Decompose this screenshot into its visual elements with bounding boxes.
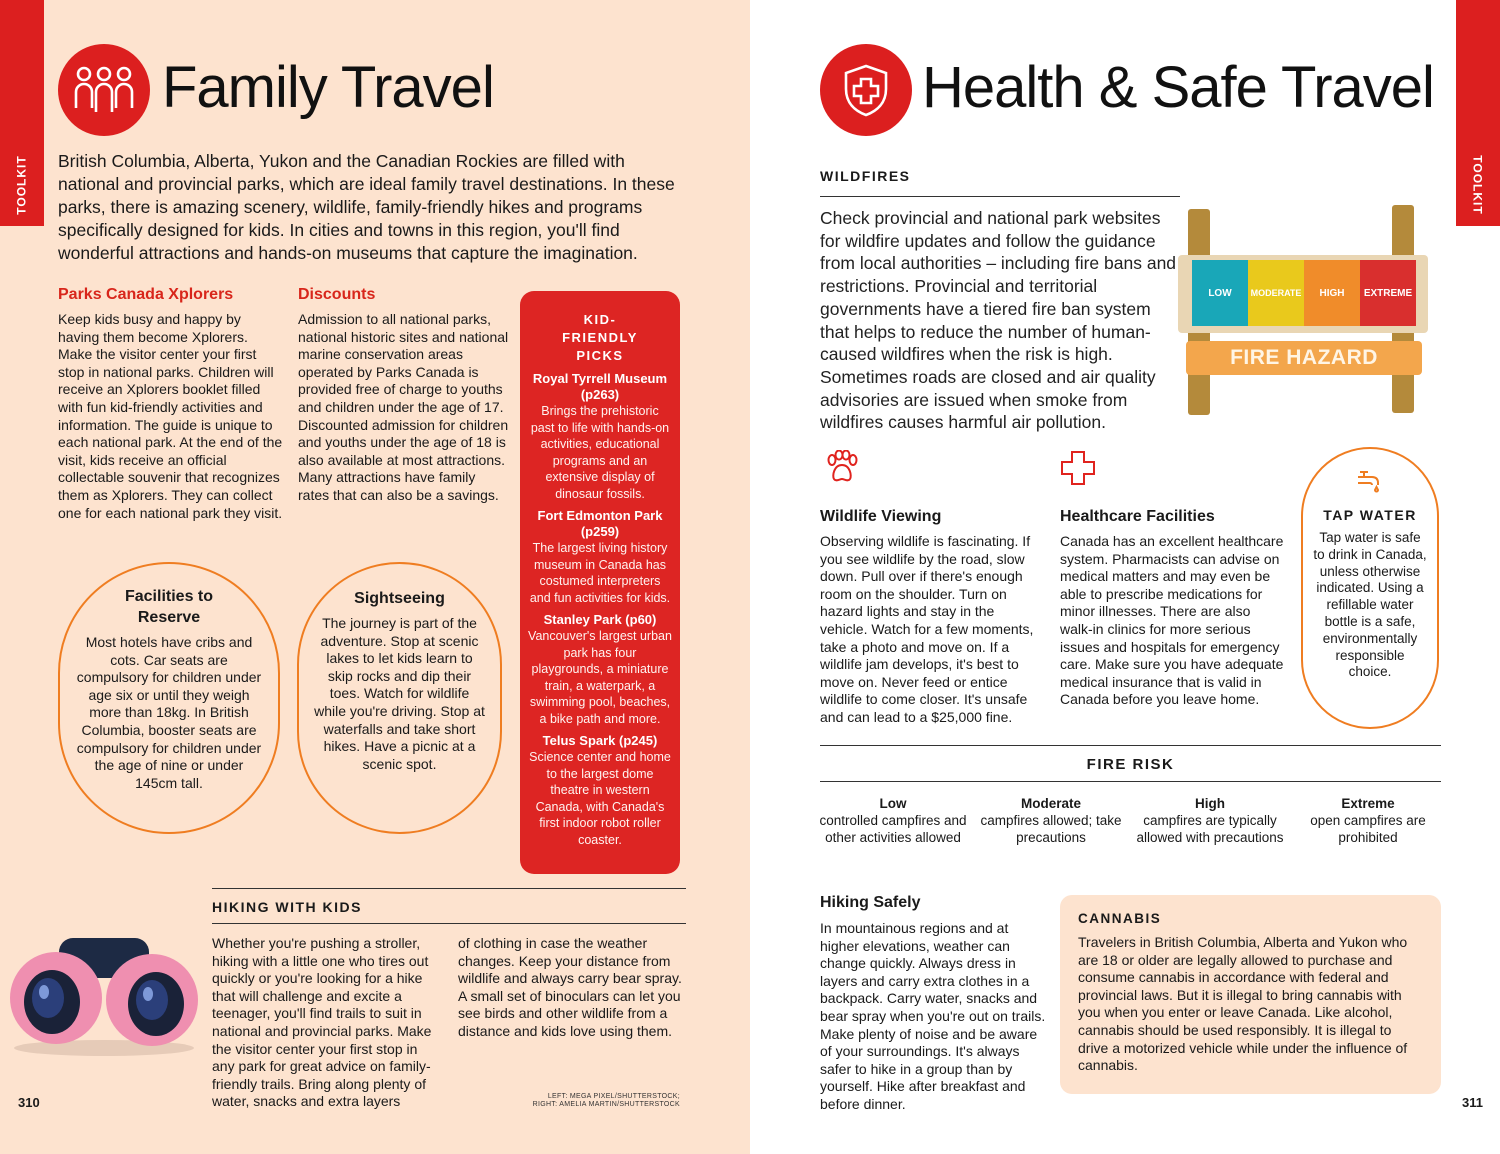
level-low: LOW bbox=[1192, 260, 1248, 326]
photo-credits bbox=[480, 1093, 680, 1109]
healthcare-heading: Healthcare Facilities bbox=[1060, 508, 1215, 525]
level-moderate: MODERATE bbox=[1248, 260, 1304, 326]
sightseeing-heading: Sightseeing bbox=[354, 590, 445, 607]
risk-level-text: controlled campfires and other activities allowed bbox=[819, 813, 967, 845]
hiking-safely-heading: Hiking Safely bbox=[820, 894, 921, 911]
pick-name: Royal Tyrrell Museum (p263) bbox=[532, 371, 668, 402]
toolkit-tab-label: TOOLKIT bbox=[1471, 155, 1486, 215]
kid-friendly-picks-box bbox=[520, 291, 680, 874]
divider bbox=[820, 196, 1180, 197]
medical-cross-icon bbox=[1060, 450, 1096, 491]
toolkit-tab bbox=[0, 0, 44, 226]
sightseeing-pill bbox=[297, 562, 502, 834]
risk-level-text: campfires are typically allowed with precautions bbox=[1136, 813, 1284, 845]
divider bbox=[212, 923, 686, 924]
fire-hazard-sign-image bbox=[1178, 205, 1454, 417]
wildlife-heading: Wildlife Viewing bbox=[820, 508, 942, 525]
risk-level-name: Moderate bbox=[1020, 796, 1081, 811]
fire-level-bar bbox=[1192, 260, 1416, 326]
hiking-safely-text: In mountainous regions and at higher elevations, weather can change quickly. Always dress in layers and carry extra clothes in a backpack. Carry water, snacks and bear spray when you're out on trails. Make plenty of noise and be aware of your surroundings. It's always safer to hike in a group than by yourself. Hike after breakfast and before dinner. bbox=[820, 920, 1046, 1112]
pick-text: Science center and home to the largest dome theatre in western Canada, with Canada's first indoor robot roller coaster. bbox=[529, 750, 671, 847]
divider bbox=[820, 745, 1441, 746]
hiking-heading: HIKING WITH KIDS bbox=[212, 899, 362, 915]
cannabis-heading: CANNABIS bbox=[1078, 911, 1162, 926]
level-extreme: EXTREME bbox=[1360, 260, 1416, 326]
wildlife-text: Observing wildlife is fascinating. If you see wildlife by the road, slow down. Pull over if there's enough room on the shoulder. Turn on hazard lights and stay in the vehicle. Watch for a few moments, take a photo and move on. If a wildlife jam develops, it's best to move on. Never feed or entice wildlife to come closer. It's unsafe and can lead to a $25,000 fine. bbox=[820, 533, 1034, 725]
facilities-pill bbox=[58, 562, 280, 834]
credit-line: RIGHT: AMELIA MARTIN/SHUTTERSTOCK bbox=[532, 1101, 680, 1108]
risk-level-text: campfires allowed; take precautions bbox=[980, 813, 1122, 845]
risk-level-name: Extreme bbox=[1341, 796, 1395, 811]
faucet-icon bbox=[1313, 465, 1427, 501]
healthcare-text: Canada has an excellent healthcare system. Pharmacists can advise on medical matters and may even be able to prescribe medications for minor illnesses. There are also walk-in clinics for more serious issues and hospitals for emergency care. Make sure you have adequate medical insurance that is valid in Canada before you leave home. bbox=[1060, 533, 1284, 708]
wildfires-heading: WILDFIRES bbox=[820, 168, 911, 184]
facilities-heading: Facilities to Reserve bbox=[124, 588, 214, 626]
pick-text: Brings the prehistoric past to life with hands-on activities, educational programs and an extensive display of dinosaur fossils. bbox=[530, 404, 670, 501]
cannabis-box bbox=[1060, 895, 1441, 1094]
risk-level-name: High bbox=[1195, 796, 1225, 811]
risk-level-name: Low bbox=[879, 796, 907, 811]
wildfires-text: Check provincial and national park websites for wildfire updates and follow the guidance from local authorities – including fire bans and restrictions. Provincial and territorial governments have a tiered fire ban system that helps to reduce the number of human-caused wildfires when the risk is high. Sometimes roads are closed and air quality advisories are issued when smoke from wildfires causes harmful air pollution. bbox=[820, 208, 1177, 433]
tap-water-pill bbox=[1301, 447, 1439, 729]
parks-xplorers-text: Keep kids busy and happy by having them become Xplorers. Make the visitor center your first stop in national parks. Children will receive an Xplorers booklet filled with fun kid-friendly activities and information. The guide is unique to each national park. At the end of the visit, kids receive an official collectable souvenir that recognizes them as Xplorers. They can collect one for each national park they visit. bbox=[58, 311, 283, 521]
divider bbox=[212, 888, 686, 889]
fire-risk-high bbox=[1135, 795, 1285, 846]
pick-text: The largest living history museum in Canada has costumed interpreters and fun activities for kids. bbox=[529, 541, 671, 605]
discounts-heading: Discounts bbox=[298, 286, 376, 303]
hiking-text-col1: Whether you're pushing a stroller, hiking with a little one who tires out quickly or you're looking for a hike that will challenge and excite a teenager, you'll find trails to suit in national and provincial parks. Make the visitor center your first stop in any park for great advice on family-friendly trails. Bring along plenty of water, snacks and extra layers bbox=[212, 935, 432, 1110]
divider bbox=[820, 781, 1441, 782]
pick-name: Fort Edmonton Park (p259) bbox=[537, 508, 663, 539]
health-cross-shield-icon bbox=[820, 44, 912, 136]
tap-water-text: Tap water is safe to drink in Canada, unless otherwise indicated. Using a refillable water bottle is a safe, environmentally responsible choice. bbox=[1313, 530, 1427, 680]
fire-risk-moderate bbox=[976, 795, 1126, 846]
right-page bbox=[750, 0, 1500, 1154]
sightseeing-text: The journey is part of the adventure. Stop at scenic lakes to let kids learn to skip rocks and dip their toes. Watch for wildlife while you're driving. Stop at waterfalls and take short hikes. Have a picnic at a scenic spot. bbox=[314, 615, 485, 772]
binoculars-image bbox=[4, 928, 204, 1058]
hiking-text-col2: of clothing in case the weather changes. Keep your distance from wildlife and always carry bear spray. A small set of binoculars can let you see birds and other wildlife from a distance and kids love using them. bbox=[458, 935, 682, 1039]
family-icon bbox=[58, 44, 150, 136]
pick-text: Vancouver's largest urban park has four playgrounds, a miniature train, a waterpark, a swimming pool, beaches, a bike path and more. bbox=[528, 629, 672, 726]
intro-text: British Columbia, Alberta, Yukon and the Canadian Rockies are filled with national and provincial parks, which are ideal family travel destinations. In these parks, there is amazing scenery, wildlife, family-friendly hikes and programs specifically designed for kids. In cities and towns in this region, you'll find wonderful attractions and hands-on museums that capture the imagination. bbox=[58, 151, 675, 263]
toolkit-tab bbox=[1456, 0, 1500, 226]
toolkit-tab-label: TOOLKIT bbox=[15, 155, 30, 215]
page-title: Family Travel bbox=[162, 55, 494, 120]
pick-name: Stanley Park (p60) bbox=[543, 612, 657, 627]
page-title: Health & Safe Travel bbox=[922, 55, 1434, 120]
page-number: 311 bbox=[1462, 1095, 1483, 1110]
fire-risk-low bbox=[818, 795, 968, 846]
page-number: 310 bbox=[18, 1095, 40, 1110]
cannabis-text: Travelers in British Columbia, Alberta and Yukon who are 18 or older are legally allowed to purchase and consume cannabis in accordance with federal and provincial laws. But it is illegal to bring cannabis with you when you enter or leave Canada. Like alcohol, cannabis should be used responsibly. It is illegal to drive a motorized vehicle while under the influence of cannabis. bbox=[1078, 934, 1408, 1074]
fire-hazard-label: FIRE HAZARD bbox=[1186, 341, 1422, 375]
fire-risk-extreme bbox=[1293, 795, 1443, 846]
paw-icon bbox=[824, 450, 860, 489]
credit-line: LEFT: MEGA PIXEL/SHUTTERSTOCK; bbox=[547, 1093, 680, 1100]
discounts-text: Admission to all national parks, national historic sites and national marine conservation areas operated by Parks Canada is provided free of charge to youths and children under the age of 17. Discounted admission for children and youths under the age of 18 is also available at most attractions. Many attractions have family rates that can also be a savings. bbox=[298, 311, 509, 503]
facilities-text: Most hotels have cribs and cots. Car seats are compulsory for children under age six or until they weigh more than 18kg. In British Columbia, booster seats are compulsory for children under the age of nine or under 145cm tall. bbox=[76, 634, 262, 791]
kid-friendly-heading: KID-FRIENDLY PICKS bbox=[562, 312, 638, 363]
fire-risk-heading: FIRE RISK bbox=[1086, 756, 1175, 773]
pick-name: Telus Spark (p245) bbox=[542, 733, 658, 748]
parks-xplorers-heading: Parks Canada Xplorers bbox=[58, 286, 234, 303]
risk-level-text: open campfires are prohibited bbox=[1310, 813, 1426, 845]
tap-water-heading: TAP WATER bbox=[1323, 507, 1417, 523]
level-high: HIGH bbox=[1304, 260, 1360, 326]
